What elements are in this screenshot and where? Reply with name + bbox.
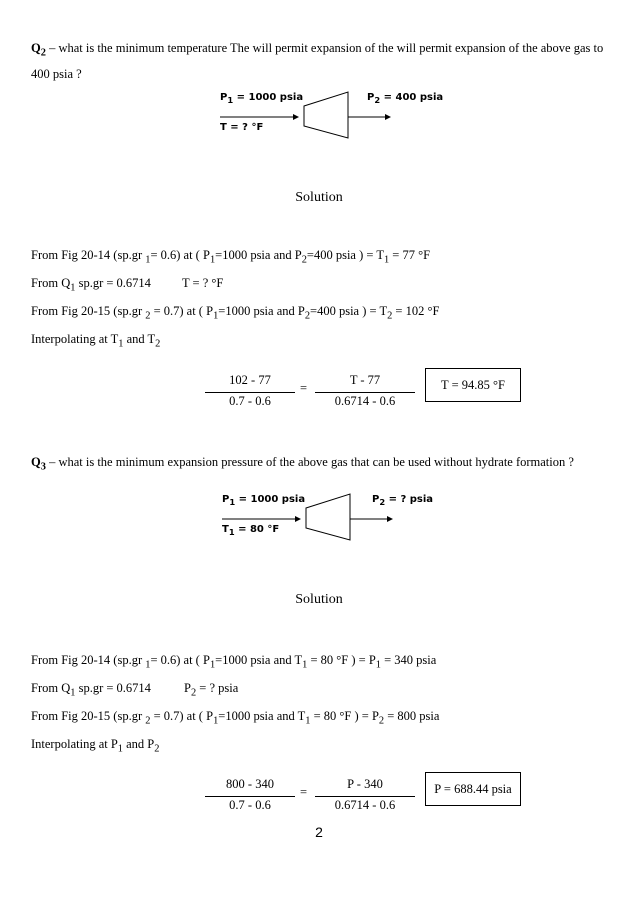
q2-result-box: T = 94.85 °F	[425, 368, 521, 402]
q3-line-2: From $Q_1$ sp.gr = 0.6714	[31, 681, 151, 699]
q2-line-4: Interpolating at $T_1$ and $T_2$	[31, 332, 161, 350]
q2-label: $Q_2$	[31, 41, 46, 59]
q2-frac-right-den: 0.6714 - 0.6	[334, 394, 396, 408]
q2-expander-shape	[220, 90, 440, 150]
q3-diagram-p1: $P_1 = 1000$ psia	[222, 494, 306, 507]
q3-diagram-t: $T_1 = 80$ °F	[222, 524, 280, 537]
q2-diagram-p2: $P_2 = 400$ psia	[367, 92, 444, 105]
q2-question: $Q_2$ – what is the minimum temperature The will permit expansion of the will permit expansion of the above gas to 400 psia ?	[31, 41, 604, 81]
q3-equals: =	[300, 785, 308, 799]
q2-solution-heading: Solution	[295, 190, 343, 205]
q2-line-3: From Fig 20-15 (sp.gr $_2$ = 0.7) at ( $P_1=1000$ psia and $P_2=400$ psia ) = $T_2 = 102$ °F	[31, 304, 440, 322]
q3-line-4: Interpolating at $P_1$ and $P_2$	[31, 737, 160, 755]
q2-frac-left-num: 102 - 77	[229, 373, 271, 387]
q3-fraction-left	[205, 777, 295, 813]
q2-diagram-p1: $P_1 = 1000$ psia	[220, 92, 304, 105]
page-number: 2	[315, 824, 323, 840]
q3-question: $Q_3$ – what is the minimum expansion pressure of the above gas that can be used without hydrate formation ?	[31, 455, 574, 473]
q2-equals: =	[300, 381, 308, 395]
q3-expansion-diagram	[222, 492, 442, 552]
q2-frac-right-num: T - 77	[349, 373, 381, 387]
q3-expander-shape	[222, 492, 442, 552]
q2-fraction-right	[315, 373, 415, 409]
q2-diagram-t: T = ? °F	[220, 122, 264, 133]
q2-line-1: From Fig 20-14 (sp.gr $_1$= 0.6) at ( $P_1=1000$ psia and $P_2=400$ psia ) = $T_1 = 77$ °F	[31, 248, 431, 266]
q3-frac-left-num: 800 - 340	[226, 777, 274, 791]
q3-line-2-p2: $P_2$ = ? psia	[184, 681, 239, 699]
q3-fraction-right	[315, 777, 415, 813]
q3-line-3: From Fig 20-15 (sp.gr $_2$ = 0.7) at ( $P_1=1000$ psia and $T_1 = 80$ °F ) = $P_2 = 800$ psia	[31, 709, 440, 727]
q2-line-2-t: T = ? °F	[182, 276, 224, 290]
q3-frac-left-den: 0.7 - 0.6	[229, 798, 271, 812]
q2-frac-left-den: 0.7 - 0.6	[229, 394, 271, 408]
q3-line-1: From Fig 20-14 (sp.gr $_1$= 0.6) at ( $P_1=1000$ psia and $T_1 = 80$ °F ) = $P_1 = 340$ psia	[31, 653, 437, 671]
q3-frac-right-den: 0.6714 - 0.6	[334, 798, 396, 812]
q3-solution-heading: Solution	[295, 592, 343, 607]
q3-label: $Q_3$	[31, 455, 46, 473]
q2-expansion-diagram	[220, 90, 444, 150]
q2-line-2: From $Q_1$ sp.gr = 0.6714	[31, 276, 151, 294]
q2-fraction-left	[205, 373, 295, 409]
q3-diagram-p2: $P_2$ = ? psia	[372, 494, 434, 507]
q3-frac-right-num: P - 340	[347, 777, 383, 791]
q3-result-box: P = 688.44 psia	[425, 772, 521, 806]
